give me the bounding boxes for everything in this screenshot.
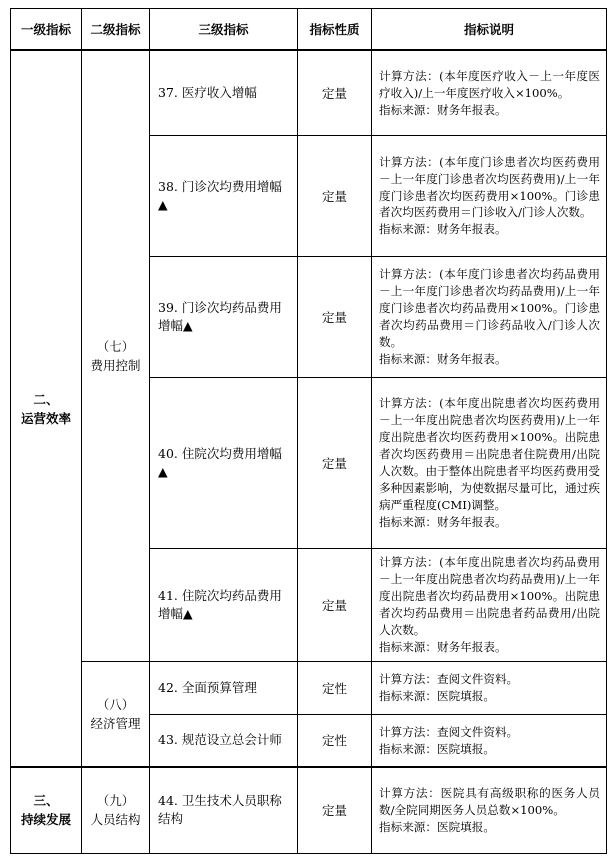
indicator-description [372, 661, 607, 714]
table-row [11, 50, 607, 135]
calc-method: 计算方法：医院具有高级职称的医务人员数/全院同期医务人员总数×100%。 [379, 786, 600, 818]
calc-method: 计算方法：(本年度门诊患者次均药品费用－上一年度门诊患者次均药品费用)/上一年度门诊患者次均药品费用×100%。门诊患者次均药品费用＝门诊药品收入/门诊人次数。 [379, 267, 600, 349]
indicator-description [372, 50, 607, 135]
indicator-name: 42. 全面预算管理 [150, 661, 298, 714]
indicator-nature: 定量 [298, 767, 372, 853]
level1-sustain-cell [11, 767, 82, 853]
level2-cost-label: 费用控制 [90, 357, 141, 373]
indicator-name: 37. 医疗收入增幅 [150, 50, 298, 135]
level2-staff-number: （九） [96, 793, 135, 809]
indicator-nature: 定性 [298, 714, 372, 767]
indicator-name: 39. 门诊次均药品费用增幅▲ [150, 256, 298, 377]
indicator-name: 44. 卫生技术人员职称结构 [150, 767, 298, 853]
level1-ops-cell [11, 50, 82, 767]
indicator-nature: 定性 [298, 661, 372, 714]
level1-ops-number: 二、 [33, 391, 59, 407]
indicator-nature: 定量 [298, 135, 372, 256]
header-nature: 指标性质 [298, 9, 372, 51]
level2-econ-cell [82, 661, 150, 767]
level1-sustain-number: 三、 [33, 793, 59, 809]
indicator-name: 43. 规范设立总会计师 [150, 714, 298, 767]
data-source: 指标来源：医院填报。 [379, 741, 495, 756]
indicator-name: 40. 住院次均费用增幅▲ [150, 377, 298, 548]
level2-cost-number: （七） [96, 338, 135, 354]
data-source: 指标来源：财务年报表。 [379, 351, 507, 366]
indicator-nature: 定量 [298, 50, 372, 135]
level2-econ-number: （八） [96, 696, 135, 712]
calc-method: 计算方法：(本年度医疗收入－上一年度医疗收入)/上一年度医疗收入×100%。 [379, 68, 600, 100]
table-row [11, 767, 607, 853]
indicator-description [372, 714, 607, 767]
level2-cost-cell [82, 50, 150, 661]
data-source: 指标来源：财务年报表。 [379, 514, 507, 529]
indicator-table [10, 8, 607, 854]
header-level1: 一级指标 [11, 9, 82, 51]
indicator-description [372, 767, 607, 853]
indicator-name: 38. 门诊次均费用增幅▲ [150, 135, 298, 256]
indicator-description [372, 256, 607, 377]
header-description: 指标说明 [372, 9, 607, 51]
calc-method: 计算方法：查阅文件资料。 [379, 724, 519, 739]
level2-staff-label: 人员结构 [90, 812, 141, 828]
data-source: 指标来源：财务年报表。 [379, 639, 507, 654]
calc-method: 计算方法：(本年度出院患者次均药品费用－上一年度出院患者次均药品费用)/上一年度出院患者次均药品费用×100%。出院患者次均药品费用＝出院患者药品费用/出院人次数。 [379, 555, 600, 637]
data-source: 指标来源：医院填报。 [379, 820, 495, 835]
header-level3: 三级指标 [150, 9, 298, 51]
header-row [11, 9, 607, 51]
level2-econ-label: 经济管理 [90, 715, 141, 731]
indicator-description [372, 377, 607, 548]
indicator-name: 41. 住院次均药品费用增幅▲ [150, 548, 298, 661]
level1-ops-label: 运营效率 [20, 410, 71, 426]
calc-method: 计算方法：查阅文件资料。 [379, 672, 519, 687]
indicator-nature: 定量 [298, 548, 372, 661]
header-level2: 二级指标 [82, 9, 150, 51]
indicator-nature: 定量 [298, 256, 372, 377]
data-source: 指标来源：财务年报表。 [379, 222, 507, 237]
table-row [11, 661, 607, 714]
level2-staff-cell [82, 767, 150, 853]
indicator-description [372, 548, 607, 661]
calc-method: 计算方法：(本年度门诊患者次均医药费用－上一年度门诊患者次均医药费用)/上一年度门诊患者次均医药费用×100%。门诊患者次均医药费用＝门诊收入/门诊人次数。 [379, 154, 600, 220]
data-source: 指标来源：财务年报表。 [379, 102, 507, 117]
data-source: 指标来源：医院填报。 [379, 689, 495, 703]
level1-sustain-label: 持续发展 [20, 812, 71, 828]
indicator-description [372, 135, 607, 256]
calc-method: 计算方法：(本年度出院患者次均医药费用－上一年度出院患者次均医药费用)/上一年度出院患者次均医药费用×100%。出院患者次均医药费用＝出院患者住院费用/出院人次数。由于整体出院患者平均医药费用受多种因素影响，为使数据尽量可比，通过疾病严重程度(CMI)调整。 [379, 396, 600, 512]
indicator-nature: 定量 [298, 377, 372, 548]
